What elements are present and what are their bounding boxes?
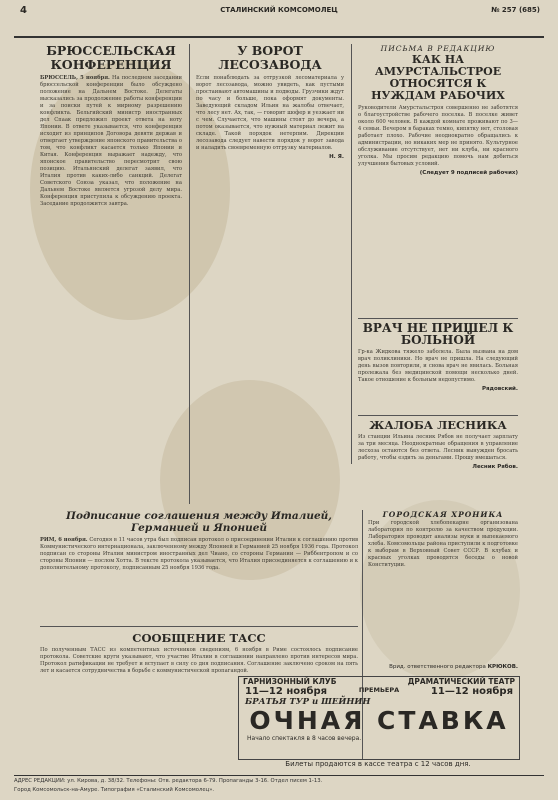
ad-start-time: Начало спектакля в 8 часов вечера. — [247, 735, 362, 742]
letters-body: Руководители Амурстальстроя совершенно не заботятся о благоустройстве рабочего поселка. В поселке живет около 600 человек. В каждой комнате проживают по 3—4 семьи. Вечером в бараках темно, кипятку нет, столовая работает плохо. Рабочие неоднократно обращались к администрации, но никаких мер не принято. Культурное обслуживание отсутствует, нет ни клуба, ни красного уголка. Мы просим редакцию помочь нам добиться улучшения бытовых условий. — [358, 105, 518, 167]
ad-date-right: 11—12 ноября — [430, 686, 513, 697]
chronicle-kicker: ГОРОДСКАЯ ХРОНИКА — [382, 510, 504, 519]
forester-signature: Лесник Рябов. — [472, 464, 518, 470]
header-rule — [14, 36, 544, 38]
brussels-headline: БРЮССЕЛЬСКАЯ КОНФЕРЕНЦИЯ — [46, 44, 176, 72]
letters-kicker: ПИСЬМА В РЕДАКЦИЮ — [380, 44, 496, 53]
tass-headline: СООБЩЕНИЕ ТАСС — [132, 632, 266, 645]
forester-headline: ЖАЛОБА ЛЕСНИКА — [369, 419, 507, 432]
vorot-headline: У ВОРОТ ЛЕСОЗАВОДА — [218, 44, 322, 72]
ad-date-left: 11—12 ноября — [245, 686, 328, 697]
ad-club: ГАРНИЗОННЫЙ КЛУБ — [243, 677, 337, 686]
letters-article — [358, 44, 518, 314]
theatre-ad — [238, 676, 520, 760]
ad-troupe: БРАТЬЯ ТУР и ШЕЙНИН — [245, 697, 371, 707]
signing-body — [40, 537, 358, 572]
ad-premiere: ПРЕМЬЕРА — [358, 686, 400, 694]
doctor-headline: ВРАЧ НЕ ПРИШЕЛ К БОЛЬНОЙ — [362, 322, 514, 347]
ad-tickets: Билеты продаются в кассе театра с 12 часов дня. — [285, 760, 471, 768]
signing-dateline: РИМ, 6 ноября. — [40, 537, 88, 543]
footer-rule — [14, 775, 544, 776]
ad-venues — [239, 677, 519, 686]
ad-theatre: ДРАМАТИЧЕСКИЙ ТЕАТР — [407, 677, 515, 686]
ticket-line — [238, 760, 518, 772]
page-number: 4 — [20, 5, 27, 16]
editor-label: Врид. ответственного редактора — [389, 664, 486, 670]
chronicle-article — [368, 510, 518, 660]
doctor-article — [358, 322, 518, 412]
vorot-signature: Н. Я. — [329, 154, 344, 160]
issue-number: № 257 (685) — [491, 6, 540, 14]
section-divider — [358, 415, 518, 416]
vorot-body: Если понаблюдать за отгрузкой лесоматериала у ворот лесозавода, можно увидеть, как пустыми простаивают автомашины и подводы. Грузчики ждут по часу и больше, пока оформят документы. Заведующий складом Ильин на жалобы отвечает, что лесу нет. Ах, так, — говорит шофер и уезжает ни с чем. Случается, что машины стоят до вечера, а потом оказывается, что нужный материал лежит на складе. Такой порядок нетерпим. Дирекции лесозавода следует навести порядок у ворот завода и наладить своевременную отгрузку материалов. — [196, 75, 344, 151]
ad-show-title: ОЧНАЯ СТАВКА — [249, 706, 509, 735]
signing-article — [40, 510, 358, 620]
chronicle-body: При городской хлебопекарне организована лаборатория по контролю за качеством продукции. Лаборатория проводит анализы муки и выпекаемого хлеба. Комсомольцы района приступили к подготовке к выборам в Верховный Совет СССР. В клубах и красных уголках проводятся беседы о новой Конституции. — [368, 520, 518, 568]
editor-name: КРЮКОВ. — [487, 664, 518, 670]
brussels-text: На последнем заседании брюссельской конференции было обсуждено положение на Дальнем Востоке. Делегаты высказались за продолжение работы конференции и за поиски путей к мирному разрешению конфликта. Бельгийский министр иностранных дел Спаак предложил проект ответа на ноту Японии. В ответе указывается, что конференция исходит из принципов Договора девяти держав и отвергает утверждение японского правительства о том, что конфликт касается только Японии и Китая. Конференция выражает надежду, что японское правительство пересмотрит свою позицию. Итальянский делегат заявил, что Италия против каких-либо санкций. Делегат Советского Союза указал, что положение на Дальнем Востоке является угрозой делу мира. Конференция приступила к обсуждению проекта. Заседание продолжится завтра. — [40, 75, 182, 207]
letters-signature: (Следует 9 подписей рабочих) — [419, 170, 518, 176]
doctor-signature: Рядовский. — [481, 386, 518, 392]
letters-headline: КАК НА АМУРСТАЛЬСТРОЕ ОТНОСЯТСЯ К НУЖДАМ РАБОЧИХ — [371, 53, 505, 102]
column-divider — [189, 44, 190, 504]
editor-line — [362, 664, 518, 674]
tass-body: По полученным ТАСС из компетентных источников сведениям, 6 ноября в Риме состоялось подписание протокола. Советские круги указывают, что участие Италии в соглашении направлено против интересов мира. Протокол ратификации не требует и вступает в силу со дня подписания. Соглашение заключено сроком на пять лет и касается сотрудничества в борьбе с коммунистической пропагандой. — [40, 647, 358, 674]
doctor-body: Гр-ка Жидкова тяжело заболела. Была вызвана на дом врач поликлиники. Но врач не пришла. На следующий день вызов повторили, и снова врач не явилась. Больная пролежала без медицинской помощи несколько дней. Такое отношение к больным недопустимо. — [358, 349, 518, 383]
signing-headline: Подписание соглашения между Италией, Германией и Японией — [66, 510, 332, 534]
column-divider — [351, 44, 352, 464]
newspaper-title: СТАЛИНСКИЙ КОМСОМОЛЕЦ — [220, 6, 338, 14]
page-header — [14, 3, 544, 31]
forester-article — [358, 419, 518, 505]
brussels-dateline: БРЮССЕЛЬ, 5 ноября. — [40, 75, 110, 81]
footer-print: Город Комсомольск-на-Амуре. Типография «Сталинский Комсомолец». — [14, 787, 215, 793]
footer-address: АДРЕС РЕДАКЦИИ: ул. Кирова, д. 38/32. Телефоны: Отв. редактора 6-79. Пропаганды 3-16. Отдел писем 1-13. — [14, 778, 323, 784]
signing-text: Сегодня в 11 часов утра был подписан протокол о присоединении Италии к соглашению против Коммунистического интернационала, заключенному между Японией и Германией 25 ноября 1936 года. Протокол подписан со стороны Италии министром иностранных дел Чиано, со стороны Германии — Риббентропом и со стороны Японии — послом Хотта. В тексте протокола указывается, что Италия присоединяется к соглашению и к дополнительному протоколу, подписанным 25 ноября 1936 года. — [40, 537, 358, 571]
section-divider — [358, 318, 518, 319]
forester-body: Из станции Ильина лесник Рябов не получает зарплату за три месяца. Неоднократные обращения в управление лесхоза остаются без ответа. Лесник вынужден бросать работу, чтобы ездить за деньгами. Прошу вмешаться. — [358, 434, 518, 461]
brussels-body — [40, 75, 182, 208]
vorot-article — [196, 44, 344, 504]
brussels-article — [40, 44, 182, 504]
ad-dates — [239, 686, 519, 697]
section-divider — [40, 626, 358, 627]
